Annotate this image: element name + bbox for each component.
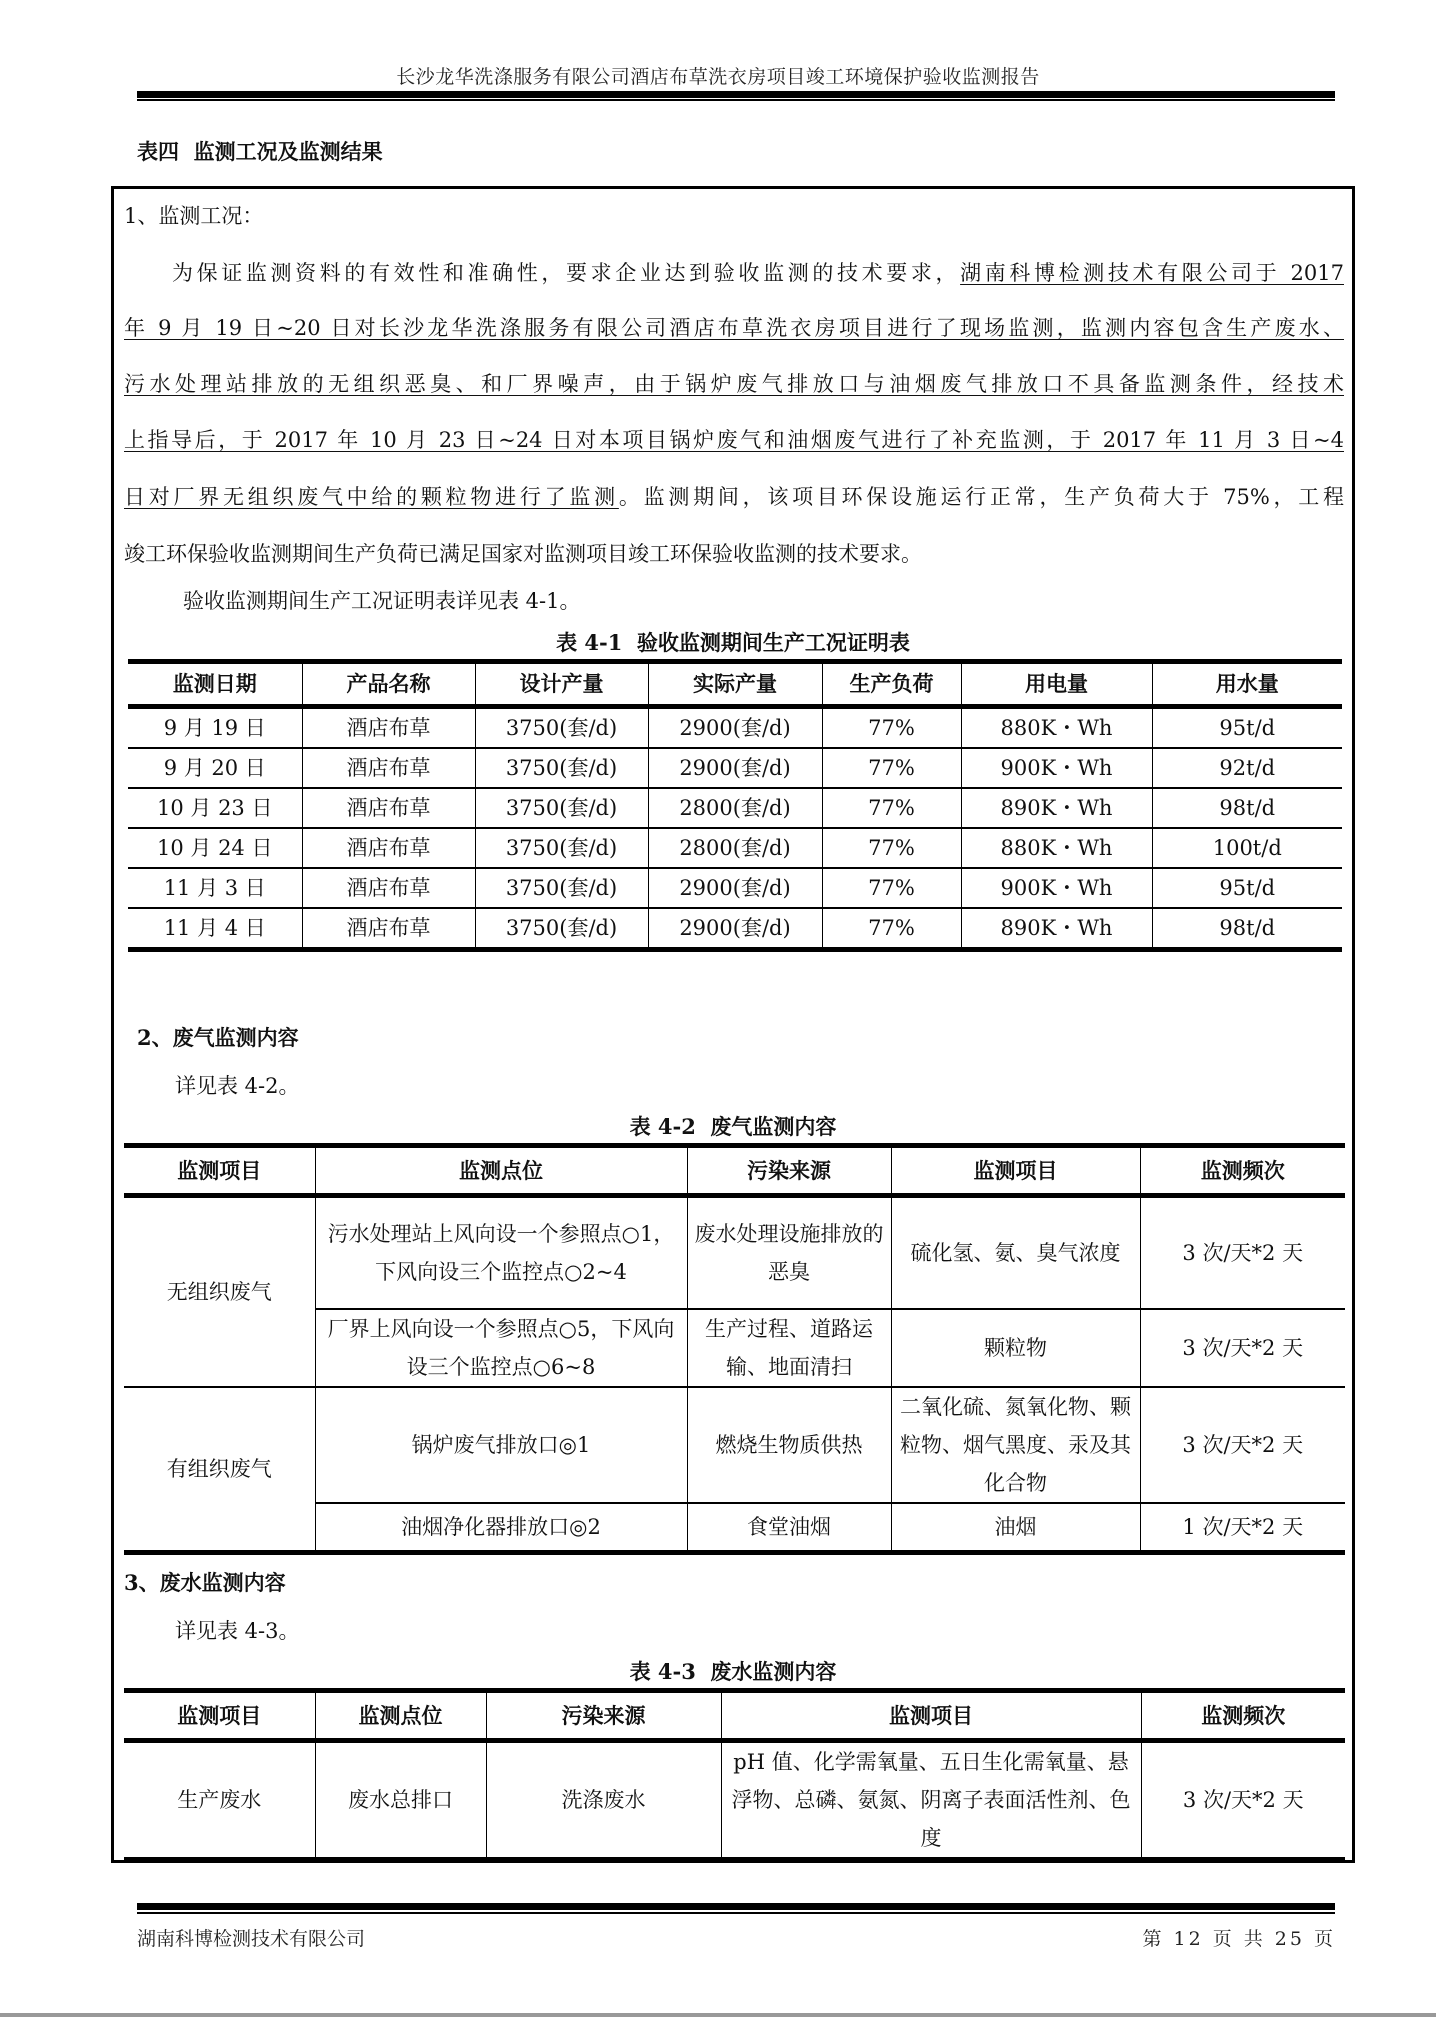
table43-cell: pH 值、化学需氧量、五日生化需氧量、悬浮物、总磷、氨氮、阴离子表面活性剂、色度 <box>721 1741 1141 1860</box>
table41-cell: 9 月 20 日 <box>128 748 302 788</box>
table41-cell: 3750(套/d) <box>475 868 648 908</box>
table41 <box>128 659 1342 952</box>
para-line-2 <box>124 317 1344 339</box>
table43-header-row <box>124 1691 1345 1741</box>
table41-row <box>128 828 1342 868</box>
header-rule-thick <box>137 91 1335 98</box>
table43-header-cell: 监测项目 <box>721 1691 1141 1741</box>
table43-header-cell: 监测点位 <box>315 1691 486 1741</box>
table41-cell: 900K・Wh <box>961 868 1152 908</box>
table41-cell: 2900(套/d) <box>648 707 822 749</box>
para-line-4-underlined: 上指导后，于 2017 年 10 月 23 日~24 日对本项目锅炉废气和油烟废气进行了补充监测，于 2017 年 11 月 3 日~4 <box>124 428 1344 452</box>
table42-source: 生产过程、道路运输、地面清扫 <box>687 1309 891 1387</box>
table41-cell: 900K・Wh <box>961 748 1152 788</box>
part2-heading: 2、废气监测内容 <box>137 1025 299 1050</box>
table41-cell: 3750(套/d) <box>475 908 648 950</box>
table43-header-cell: 监测频次 <box>1141 1691 1345 1741</box>
para-line-1-underlined: 湖南科博检测技术有限公司于 2017 <box>960 261 1344 285</box>
table42-row <box>124 1196 1345 1309</box>
table43-cell: 3 次/天*2 天 <box>1141 1741 1345 1860</box>
table41-row <box>128 908 1342 950</box>
table42-items: 油烟 <box>891 1503 1140 1553</box>
table43-header-cell: 污染来源 <box>486 1691 721 1741</box>
table42-location: 锅炉废气排放口◎1 <box>315 1387 687 1503</box>
table41-cell: 77% <box>822 828 961 868</box>
table41-header-cell: 生产负荷 <box>822 662 961 707</box>
table41-cell: 11 月 3 日 <box>128 868 302 908</box>
table41-cell: 10 月 24 日 <box>128 828 302 868</box>
table42-header-cell: 监测项目 <box>124 1146 315 1196</box>
table42-header-cell: 监测点位 <box>315 1146 687 1196</box>
table41-cell: 77% <box>822 868 961 908</box>
table41-cell: 77% <box>822 908 961 950</box>
table41-cell: 98t/d <box>1152 788 1342 828</box>
table43 <box>124 1688 1345 1862</box>
section-heading: 表四 监测工况及监测结果 <box>137 139 383 164</box>
table42-source: 废水处理设施排放的恶臭 <box>687 1196 891 1309</box>
table41-cell: 890K・Wh <box>961 788 1152 828</box>
para-line-5 <box>124 486 1344 508</box>
table42-location: 污水处理站上风向设一个参照点○1，下风向设三个监控点○2~4 <box>315 1196 687 1309</box>
table41-caption: 表 4-1 验收监测期间生产工况证明表 <box>556 630 910 655</box>
table41-header-row <box>128 662 1342 707</box>
table43-cell: 洗涤废水 <box>486 1741 721 1860</box>
table42-items: 颗粒物 <box>891 1309 1140 1387</box>
table41-cell: 酒店布草 <box>302 788 475 828</box>
table42-source: 燃烧生物质供热 <box>687 1387 891 1503</box>
para-line-3-underlined: 污水处理站排放的无组织恶臭、和厂界噪声，由于锅炉废气排放口与油烟废气排放口不具备监测条件，经技术 <box>124 372 1344 396</box>
table42-header-row <box>124 1146 1345 1196</box>
table41-cell: 酒店布草 <box>302 828 475 868</box>
table42-location: 油烟净化器排放口◎2 <box>315 1503 687 1553</box>
footer-page-info: 第 12 页 共 25 页 <box>1142 1928 1336 1950</box>
para-line-4 <box>124 429 1344 451</box>
table41-cell: 3750(套/d) <box>475 748 648 788</box>
para-line-1 <box>172 262 1344 284</box>
table41-cell: 95t/d <box>1152 868 1342 908</box>
table42-items: 二氧化硫、氮氧化物、颗粒物、烟气黑度、汞及其化合物 <box>891 1387 1140 1503</box>
para-line-5-plain: 监测期间，该项目环保设施运行正常，生产负荷大于 75%，工程 <box>643 485 1345 509</box>
footer-rule-thick <box>137 1903 1335 1910</box>
table42-caption: 表 4-2 废气监测内容 <box>629 1114 837 1139</box>
table41-cell: 10 月 23 日 <box>128 788 302 828</box>
para-line-2-underlined: 年 9 月 19 日~20 日对长沙龙华洗涤服务有限公司酒店布草洗衣房项目进行了现场监测，监测内容包含生产废水、 <box>124 316 1344 340</box>
table41-cell: 92t/d <box>1152 748 1342 788</box>
table41-cell: 酒店布草 <box>302 707 475 749</box>
table42-header-cell: 污染来源 <box>687 1146 891 1196</box>
footer-company: 湖南科博检测技术有限公司 <box>137 1928 366 1950</box>
para-line-5-underlined: 日对厂界无组织废气中给的颗粒物进行了监测 <box>124 485 619 509</box>
table41-cell: 98t/d <box>1152 908 1342 950</box>
table41-cell: 酒店布草 <box>302 908 475 950</box>
footer-rule-thin <box>137 1912 1335 1914</box>
table41-cell: 77% <box>822 748 961 788</box>
table41-header-cell: 监测日期 <box>128 662 302 707</box>
table43-header-cell: 监测项目 <box>124 1691 315 1741</box>
table42-category: 有组织废气 <box>124 1387 315 1553</box>
table41-cell: 77% <box>822 707 961 749</box>
bottom-edge-bar <box>0 2013 1436 2017</box>
table41-cell: 95t/d <box>1152 707 1342 749</box>
table41-cell: 2900(套/d) <box>648 908 822 950</box>
table41-cell: 9 月 19 日 <box>128 707 302 749</box>
table41-header-cell: 产品名称 <box>302 662 475 707</box>
table42-frequency: 3 次/天*2 天 <box>1140 1309 1345 1387</box>
table41-cell: 2800(套/d) <box>648 828 822 868</box>
table41-cell: 2800(套/d) <box>648 788 822 828</box>
table42 <box>124 1143 1345 1555</box>
table42-items: 硫化氢、氨、臭气浓度 <box>891 1196 1140 1309</box>
part2-ref-line: 详见表 4-2。 <box>175 1074 300 1098</box>
table41-cell: 880K・Wh <box>961 828 1152 868</box>
table41-cell: 3750(套/d) <box>475 788 648 828</box>
table41-cell: 2900(套/d) <box>648 748 822 788</box>
part1-heading: 1、监测工况： <box>124 204 264 228</box>
para-line-1-plain: 为保证监测资料的有效性和准确性，要求企业达到验收监测的技术要求， <box>172 261 961 285</box>
table41-cell: 890K・Wh <box>961 908 1152 950</box>
report-header-title: 长沙龙华洗涤服务有限公司酒店布草洗衣房项目竣工环境保护验收监测报告 <box>396 66 1040 88</box>
table41-row <box>128 748 1342 788</box>
table42-header-cell: 监测频次 <box>1140 1146 1345 1196</box>
para-line-6-plain: 竣工环保验收监测期间生产负荷已满足国家对监测项目竣工环保验收监测的技术要求。 <box>124 542 922 566</box>
para-line-3 <box>124 373 1344 395</box>
para-line-5-sep: 。 <box>618 485 644 509</box>
table41-cell: 酒店布草 <box>302 748 475 788</box>
table41-cell: 3750(套/d) <box>475 707 648 749</box>
table41-header-cell: 设计产量 <box>475 662 648 707</box>
table42-source: 食堂油烟 <box>687 1503 891 1553</box>
part3-heading: 3、废水监测内容 <box>124 1570 286 1595</box>
part1-ref-line: 验收监测期间生产工况证明表详见表 4-1。 <box>183 589 581 613</box>
table41-row <box>128 868 1342 908</box>
table42-frequency: 1 次/天*2 天 <box>1140 1503 1345 1553</box>
table42-header-cell: 监测项目 <box>891 1146 1140 1196</box>
table41-cell: 2900(套/d) <box>648 868 822 908</box>
table41-cell: 880K・Wh <box>961 707 1152 749</box>
table41-cell: 酒店布草 <box>302 868 475 908</box>
table41-row <box>128 788 1342 828</box>
para-line-6 <box>124 543 922 565</box>
table41-cell: 100t/d <box>1152 828 1342 868</box>
table43-row <box>124 1741 1345 1860</box>
table41-cell: 11 月 4 日 <box>128 908 302 950</box>
header-rule-thin <box>137 99 1335 101</box>
table41-header-cell: 实际产量 <box>648 662 822 707</box>
table41-cell: 77% <box>822 788 961 828</box>
table41-cell: 3750(套/d) <box>475 828 648 868</box>
part3-ref-line: 详见表 4-3。 <box>175 1619 300 1643</box>
table42-frequency: 3 次/天*2 天 <box>1140 1387 1345 1503</box>
table41-header-cell: 用水量 <box>1152 662 1342 707</box>
table42-location: 厂界上风向设一个参照点○5，下风向设三个监控点○6~8 <box>315 1309 687 1387</box>
table43-cell: 废水总排口 <box>315 1741 486 1860</box>
table41-header-cell: 用电量 <box>961 662 1152 707</box>
table43-caption: 表 4-3 废水监测内容 <box>629 1659 837 1684</box>
table41-row <box>128 707 1342 749</box>
table42-row <box>124 1387 1345 1503</box>
table43-cell: 生产废水 <box>124 1741 315 1860</box>
table42-category: 无组织废气 <box>124 1196 315 1387</box>
table42-frequency: 3 次/天*2 天 <box>1140 1196 1345 1309</box>
